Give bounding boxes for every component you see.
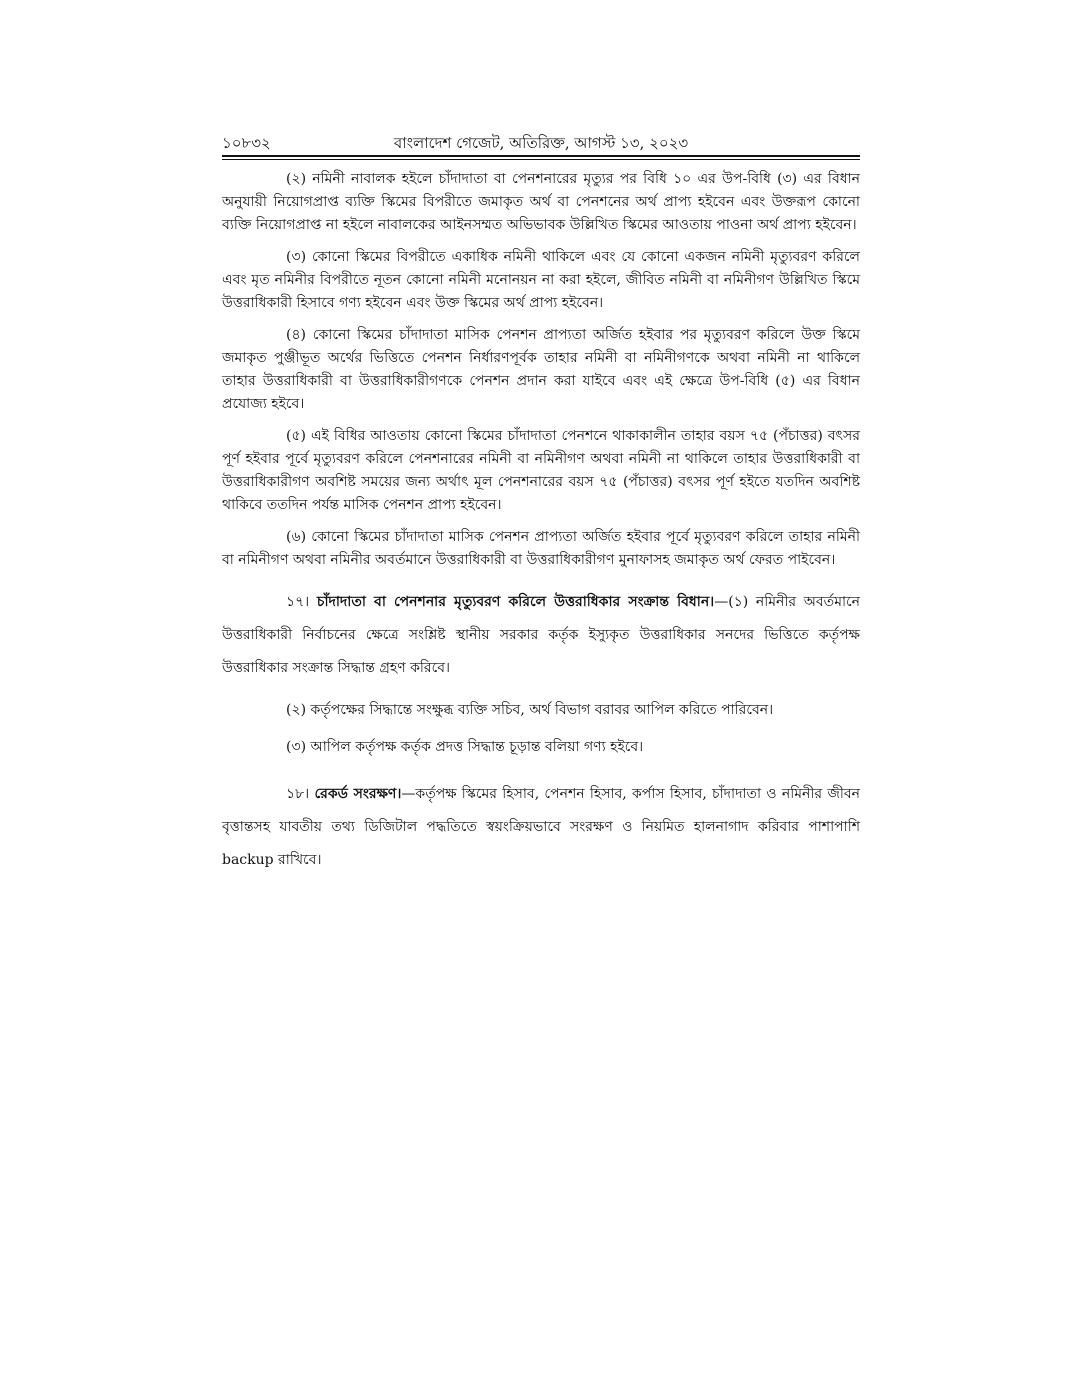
- rule16-subrule-2: (২) নমিনী নাবালক হইলে চাঁদাদাতা বা পেনশনারের মৃত্যুর পর বিধি ১০ এর উপ-বিধি (৩) এর বিধান অনুযায়ী নিয়োগপ্রাপ্ত ব্যক্তি স্কিমের বিপরীতে জমাকৃত অর্থ বা পেনশনের অর্থ প্রাপ্য হইবেন এবং উক্তরূপ কোনো ব্যক্তি নিয়োগপ্রাপ্ত না হইলে নাবালকের আইনসম্মত অভিভাবক উল্লিখিত স্কিমের আওতায় পাওনা অর্থ প্রাপ্য হইবেন।: [222, 171, 860, 233]
- page-header: [222, 130, 860, 156]
- section-18-text: —কর্তৃপক্ষ স্কিমের হিসাব, পেনশন হিসাব, কর্পাস হিসাব, চাঁদাদাতা ও নমিনীর জীবন বৃত্তান্তসহ যাবতীয় তথ্য ডিজিটাল পদ্ধতিতে স্বয়ংক্রিয়ভাবে সংরক্ষণ ও নিয়মিত হালনাগাদ করিবার পাশাপাশি backup রাখিবে।: [222, 786, 860, 868]
- header-rule-thick: [222, 155, 860, 157]
- section-17: [222, 586, 860, 685]
- header-rule-thin: [222, 159, 860, 160]
- section-17-text: —(১) নমিনীর অবর্তমানে উত্তরাধিকারী নির্বাচনের ক্ষেত্রে সংশ্লিষ্ট স্থানীয় সরকার কর্তৃক ইস্যুকৃত উত্তরাধিকার সনদের ভিত্তিতে কর্তৃপক্ষ উত্তরাধিকার সংক্রান্ত সিদ্ধান্ত গ্রহণ করিবে।: [222, 594, 861, 676]
- section-18-heading: রেকর্ড সংরক্ষণ।: [314, 786, 402, 802]
- section-18-number: ১৮।: [286, 786, 310, 802]
- rule16-subrule-5: (৫) এই বিধির আওতায় কোনো স্কিমের চাঁদাদাতা পেনশনে থাকাকালীন তাহার বয়স ৭৫ (পঁচাত্তর) বৎসর পূর্ণ হইবার পূর্বে মৃত্যুবরণ করিলে পেনশনারের নমিনী বা নমিনীগণ অথবা নমিনী না থাকিলে তাহার উত্তরাধিকারী বা উত্তরাধিকারীগণ অবশিষ্ট সময়ের জন্য অর্থাৎ মূল পেনশনারের বয়স ৭৫ (পঁচাত্তর) বৎসর পূর্ণ হইতে যতদিন অবশিষ্ট থাকিবে ততদিন পর্যন্ত মাসিক পেনশন প্রাপ্য হইবেন।: [222, 428, 860, 513]
- gazette-title: বাংলাদেশ গেজেট, অতিরিক্ত, আগস্ট ১৩, ২০২৩: [393, 134, 689, 152]
- rule16-subrule-3: (৩) কোনো স্কিমের বিপরীতে একাধিক নমিনী থাকিলে এবং যে কোনো একজন নমিনী মৃত্যুবরণ করিলে এবং মৃত নমিনীর বিপরীতে নূতন কোনো নমিনী মনোনয়ন না করা হইলে, জীবিত নমিনী বা নমিনীগণ উল্লিখিত স্কিমে উত্তরাধিকারী হিসাবে গণ্য হইবেন এবং উক্ত স্কিমের অর্থ প্রাপ্য হইবেন।: [222, 249, 860, 311]
- section-17-number: ১৭।: [286, 594, 310, 610]
- section-17-subrule-2: (২) কর্তৃপক্ষের সিদ্ধান্তে সংক্ষুব্ধ ব্যক্তি সচিব, অর্থ বিভাগ বরাবর আপিল করিতে পারিবেন।: [286, 702, 774, 718]
- document-body: [222, 168, 860, 886]
- rule16-subrule-4: (৪) কোনো স্কিমের চাঁদাদাতা মাসিক পেনশন প্রাপ্যতা অর্জিত হইবার পর মৃত্যুবরণ করিলে উক্ত স্কিমে জমাকৃত পুঞ্জীভূত অর্থের ভিত্তিতে পেনশন নির্ধারণপূর্বক তাহার নমিনী বা নমিনীগণকে অথবা নমিনী না থাকিলে তাহার উত্তরাধিকারী বা উত্তরাধিকারীগণকে পেনশন প্রদান করা যাইবে এবং এই ক্ষেত্রে উপ-বিধি (৫) এর বিধান প্রযোজ্য হইবে।: [222, 327, 860, 412]
- section-18: [222, 778, 860, 877]
- page-number: ১০৮৩২: [222, 134, 271, 152]
- rule16-subrule-6: (৬) কোনো স্কিমের চাঁদাদাতা মাসিক পেনশন প্রাপ্যতা অর্জিত হইবার পূর্বে মৃত্যুবরণ করিলে তাহার নমিনী বা নমিনীগণ অথবা নমিনীর অবর্তমানে উত্তরাধিকারী বা উত্তরাধিকারীগণ মুনাফাসহ জমাকৃত অর্থ ফেরত পাইবেন।: [222, 529, 860, 568]
- section-17-subrule-3: (৩) আপিল কর্তৃপক্ষ কর্তৃক প্রদত্ত সিদ্ধান্ত চূড়ান্ত বলিয়া গণ্য হইবে।: [286, 739, 644, 755]
- section-17-heading: চাঁদাদাতা বা পেনশনার মৃত্যুবরণ করিলে উত্তরাধিকার সংক্রান্ত বিধান।: [316, 594, 715, 610]
